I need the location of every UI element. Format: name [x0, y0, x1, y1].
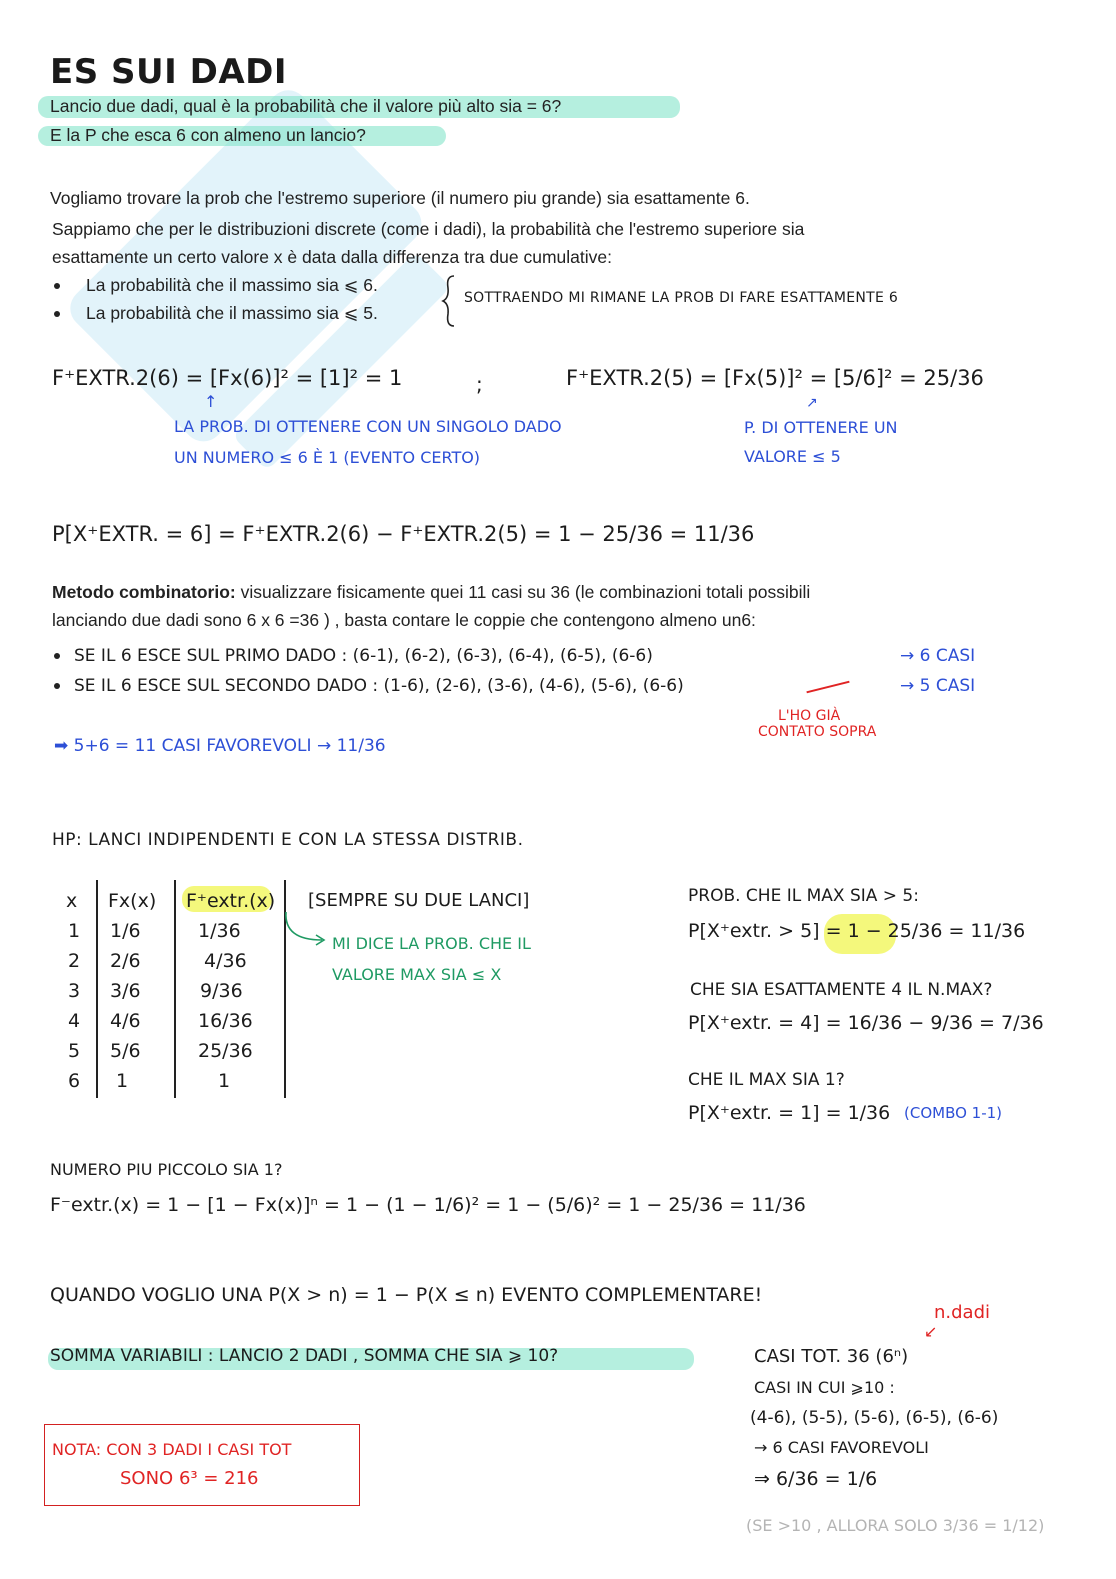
bullet-1-text: La probabilità che il massimo sia ⩽ 6. [86, 275, 378, 295]
bullet-2 [54, 303, 378, 324]
table-cell: 6 [68, 1070, 81, 1092]
nota-line-1: NOTA: CON 3 DADI I CASI TOT [52, 1440, 292, 1459]
table-cell: 25/36 [198, 1040, 253, 1062]
right-a2: P[X⁺extr. = 4] = 16/36 − 9/36 = 7/36 [688, 1012, 1044, 1034]
table-cell: 9/36 [200, 980, 243, 1002]
complement-rule: QUANDO VOGLIO UNA P(X > n) = 1 − P(X ≤ n) EVENTO COMPLEMENTARE! [50, 1284, 763, 1306]
formula-semicolon: ; [476, 372, 483, 396]
table-cell: 1/36 [198, 920, 241, 942]
brace-note: SOTTRAENDO MI RIMANE LA PROB DI FARE ESATTAMENTE 6 [464, 290, 899, 306]
right-q1: PROB. CHE IL MAX SIA > 5: [688, 886, 919, 906]
combinatorial-row-1-text: SE IL 6 ESCE SUL PRIMO DADO : (6-1), (6-2), (6-3), (6-4), (6-5), (6-6) [74, 646, 653, 666]
arrow-down-icon: ↙ [924, 1322, 938, 1341]
table-side-note: [SEMPRE SU DUE LANCI] [308, 890, 530, 911]
table-arrow-note-b: VALORE MAX SIA ≤ X [332, 965, 502, 984]
sum-total-cases: CASI TOT. 36 (6ⁿ) [754, 1346, 909, 1367]
minimum-formula: F⁻extr.(x) = 1 − [1 − Fx(x)]ⁿ = 1 − (1 − 1/6)² = 1 − (5/6)² = 1 − 25/36 = 11/36 [50, 1194, 806, 1216]
table-cell: 3 [68, 980, 81, 1002]
table-cell: 16/36 [198, 1010, 253, 1032]
bullet-1 [54, 275, 378, 296]
explanation-p2a: Sappiamo che per le distribuzioni discrete (come i dadi), la probabilità che l'estremo superiore sia [52, 219, 805, 239]
table-cell: 3/6 [110, 980, 141, 1002]
combinatorial-row-2 [54, 676, 684, 696]
table-cell: 4 [68, 1010, 81, 1032]
table-cell: 4/6 [110, 1010, 141, 1032]
table-cell: 2 [68, 950, 81, 972]
nota-box [44, 1424, 360, 1506]
table-cell: 1 [116, 1070, 129, 1092]
combinatorial-line-1 [52, 582, 810, 603]
table-divider-2 [174, 880, 176, 1098]
combinatorial-row-2-result: → 5 CASI [900, 676, 976, 696]
bullet-dot [54, 283, 60, 289]
explanation-p2b: esattamente un certo valore x è data dalla differenza tra due cumulative: [52, 247, 613, 267]
right-a3-note: (COMBO 1-1) [904, 1104, 1003, 1122]
combinatorial-text-1: visualizzare fisicamente quei 11 casi su 36 (le combinazioni totali possibili [235, 582, 811, 602]
table-cell: 1/6 [110, 920, 141, 942]
formula-f5: F⁺EXTR.2(5) = [Fx(5)]² = [5/6]² = 25/36 [566, 366, 984, 390]
note-f6-line-a: LA PROB. DI OTTENERE CON UN SINGOLO DADO [174, 417, 562, 436]
nota-line-2: SONO 6³ = 216 [120, 1468, 259, 1489]
sum-grey-note: (SE >10 , ALLORA SOLO 3/36 = 1/12) [746, 1516, 1045, 1535]
table-cell: 2/6 [110, 950, 141, 972]
table-divider-1 [96, 880, 98, 1098]
minimum-question: NUMERO PIU PICCOLO SIA 1? [50, 1160, 283, 1179]
combinatorial-row-2-text: SE IL 6 ESCE SUL SECONDO DADO : (1-6), (2-6), (3-6), (4-6), (5-6), (6-6) [74, 676, 684, 696]
page-title: ES SUI DADI [50, 52, 288, 92]
question-line-2: E la P che esca 6 con almeno un lancio? [50, 125, 366, 145]
table-arrow-note-a: MI DICE LA PROB. CHE IL [332, 934, 531, 953]
right-q2: CHE SIA ESATTAMENTE 4 IL N.MAX? [690, 980, 993, 1000]
sum-cases-label: CASI IN CUI ⩾10 : [754, 1378, 895, 1397]
bullet-2-text: La probabilità che il massimo sia ⩽ 5. [86, 303, 378, 323]
bullet-dot [54, 311, 60, 317]
sum-favorable: → 6 CASI FAVOREVOLI [754, 1438, 929, 1457]
table-header-fextr: F⁺extr.(x) [186, 890, 276, 912]
strike-mark [806, 681, 849, 694]
already-counted-line-b: CONTATO SOPRA [758, 724, 877, 740]
table-header-fx: Fx(x) [108, 890, 157, 912]
sum-result: ⇒ 6/36 = 1/6 [754, 1468, 878, 1490]
table-cell: 5 [68, 1040, 81, 1062]
combinatorial-row-1 [54, 646, 653, 666]
question-line-1: Lancio due dadi, qual è la probabilità che il valore più alto sia = 6? [50, 96, 562, 116]
bullet-dot [54, 683, 60, 689]
table-cell: 5/6 [110, 1040, 141, 1062]
combinatorial-label: Metodo combinatorio: [52, 582, 236, 602]
combinatorial-total: ➡ 5+6 = 11 CASI FAVOREVOLI → 11/36 [54, 736, 386, 756]
explanation-p1: Vogliamo trovare la prob che l'estremo superiore (il numero piu grande) sia esattamente 6. [50, 188, 750, 208]
formula-pmax: P[X⁺EXTR. = 6] = F⁺EXTR.2(6) − F⁺EXTR.2(5) = 1 − 25/36 = 11/36 [52, 522, 755, 546]
already-counted-line-a: L'HO GIÀ [778, 708, 841, 724]
right-q3: CHE IL MAX SIA 1? [688, 1070, 845, 1090]
arrow-up-icon: ↑ [204, 392, 218, 411]
table-cell: 4/36 [204, 950, 247, 972]
combinatorial-line-2: lanciando due dadi sono 6 x 6 =36 ) , basta contare le coppie che contengono almeno un6: [52, 610, 756, 630]
right-a3: P[X⁺extr. = 1] = 1/36 [688, 1102, 891, 1124]
table-header-x: x [66, 890, 78, 912]
curly-brace [440, 274, 460, 328]
arrow-up-icon: ↗ [806, 395, 818, 411]
arrow-curve-icon [282, 910, 332, 950]
combinatorial-row-1-result: → 6 CASI [900, 646, 976, 666]
hypothesis: HP: LANCI INDIPENDENTI E CON LA STESSA DISTRIB. [52, 830, 524, 850]
table-cell: 1 [68, 920, 81, 942]
note-f5-line-a: P. DI OTTENERE UN [744, 418, 898, 437]
note-f5-line-b: VALORE ≤ 5 [744, 447, 841, 466]
formula-f6: F⁺EXTR.2(6) = [Fx(6)]² = [1]² = 1 [52, 366, 403, 390]
bullet-dot [54, 653, 60, 659]
note-f6-line-b: UN NUMERO ≤ 6 È 1 (EVENTO CERTO) [174, 448, 481, 467]
right-a1: P[X⁺extr. > 5] = 1 − 25/36 = 11/36 [688, 920, 1026, 942]
table-cell: 1 [218, 1070, 231, 1092]
sum-label: SOMMA VARIABILI : LANCIO 2 DADI , SOMMA CHE SIA ⩾ 10? [50, 1346, 559, 1366]
sum-cases: (4-6), (5-5), (5-6), (6-5), (6-6) [750, 1408, 999, 1428]
sum-ndadi: n.dadi [934, 1302, 991, 1323]
